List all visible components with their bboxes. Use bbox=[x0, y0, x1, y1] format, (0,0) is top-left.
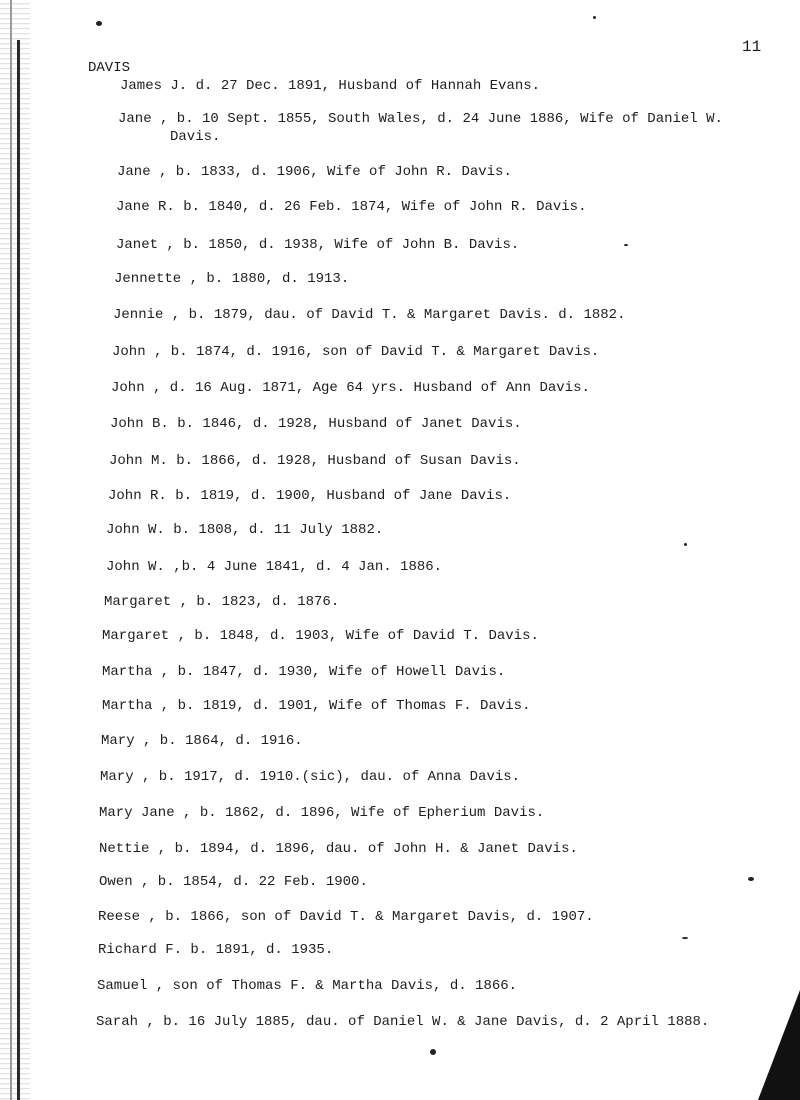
entry-sarah: Sarah , b. 16 July 1885, dau. of Daniel W. & Jane Davis, d. 2 April 1888. bbox=[96, 1014, 710, 1030]
scan-speck bbox=[96, 21, 102, 26]
entry-owen: Owen , b. 1854, d. 22 Feb. 1900. bbox=[99, 874, 368, 890]
entry-martha-1847: Martha , b. 1847, d. 1930, Wife of Howell Davis. bbox=[102, 664, 506, 680]
entry-mary-jane: Mary Jane , b. 1862, d. 1896, Wife of Epherium Davis. bbox=[99, 805, 545, 821]
entry-john-1871: John , d. 16 Aug. 1871, Age 64 yrs. Husband of Ann Davis. bbox=[111, 380, 590, 396]
entry-jane-1833: Jane , b. 1833, d. 1906, Wife of John R. Davis. bbox=[117, 164, 512, 180]
entry-margaret-1848: Margaret , b. 1848, d. 1903, Wife of David T. Davis. bbox=[102, 628, 539, 644]
page-number: 11 bbox=[742, 38, 762, 56]
scan-speck bbox=[684, 543, 687, 546]
entry-john-r: John R. b. 1819, d. 1900, Husband of Jane Davis. bbox=[108, 488, 512, 504]
entry-janet: Janet , b. 1850, d. 1938, Wife of John B. Davis. bbox=[116, 237, 520, 253]
scan-speck bbox=[430, 1049, 436, 1055]
entry-john-m: John M. b. 1866, d. 1928, Husband of Susan Davis. bbox=[109, 453, 521, 469]
entry-martha-1819: Martha , b. 1819, d. 1901, Wife of Thomas F. Davis. bbox=[102, 698, 531, 714]
entry-jennette: Jennette , b. 1880, d. 1913. bbox=[114, 271, 350, 287]
binding-edge bbox=[0, 0, 30, 1100]
entry-mary-1864: Mary , b. 1864, d. 1916. bbox=[101, 733, 303, 749]
entry-john-1874: John , b. 1874, d. 1916, son of David T. & Margaret Davis. bbox=[112, 344, 600, 360]
entry-mary-1917: Mary , b. 1917, d. 1910.(sic), dau. of Anna Davis. bbox=[100, 769, 521, 785]
page-corner-shadow bbox=[758, 990, 800, 1100]
entry-john-w-1841: John W. ,b. 4 June 1841, d. 4 Jan. 1886. bbox=[106, 559, 443, 575]
entry-margaret-1823: Margaret , b. 1823, d. 1876. bbox=[104, 594, 340, 610]
scan-speck bbox=[682, 937, 688, 939]
entry-jane-r: Jane R. b. 1840, d. 26 Feb. 1874, Wife of John R. Davis. bbox=[116, 199, 587, 215]
entry-nettie: Nettie , b. 1894, d. 1896, dau. of John H. & Janet Davis. bbox=[99, 841, 578, 857]
entry-james-j: James J. d. 27 Dec. 1891, Husband of Hannah Evans. bbox=[120, 78, 541, 94]
entry-jennie: Jennie , b. 1879, dau. of David T. & Margaret Davis. d. 1882. bbox=[113, 307, 626, 323]
scan-speck bbox=[748, 877, 754, 881]
scan-speck bbox=[593, 16, 596, 19]
scan-speck bbox=[624, 244, 628, 246]
entry-samuel: Samuel , son of Thomas F. & Martha Davis, d. 1866. bbox=[97, 978, 518, 994]
entry-continuation: Davis. bbox=[170, 129, 221, 145]
entry-john-w-1808: John W. b. 1808, d. 11 July 1882. bbox=[106, 522, 384, 538]
entry-john-b: John B. b. 1846, d. 1928, Husband of Janet Davis. bbox=[110, 416, 522, 432]
surname-heading: DAVIS bbox=[88, 60, 131, 76]
entry-text: Jane , b. 10 Sept. 1855, South Wales, d. 24 June 1886, Wife of Daniel W. bbox=[118, 111, 723, 127]
entry-richard-f: Richard F. b. 1891, d. 1935. bbox=[98, 942, 334, 958]
entry-jane-1855 bbox=[118, 110, 778, 146]
entry-reese: Reese , b. 1866, son of David T. & Margaret Davis, d. 1907. bbox=[98, 909, 594, 925]
